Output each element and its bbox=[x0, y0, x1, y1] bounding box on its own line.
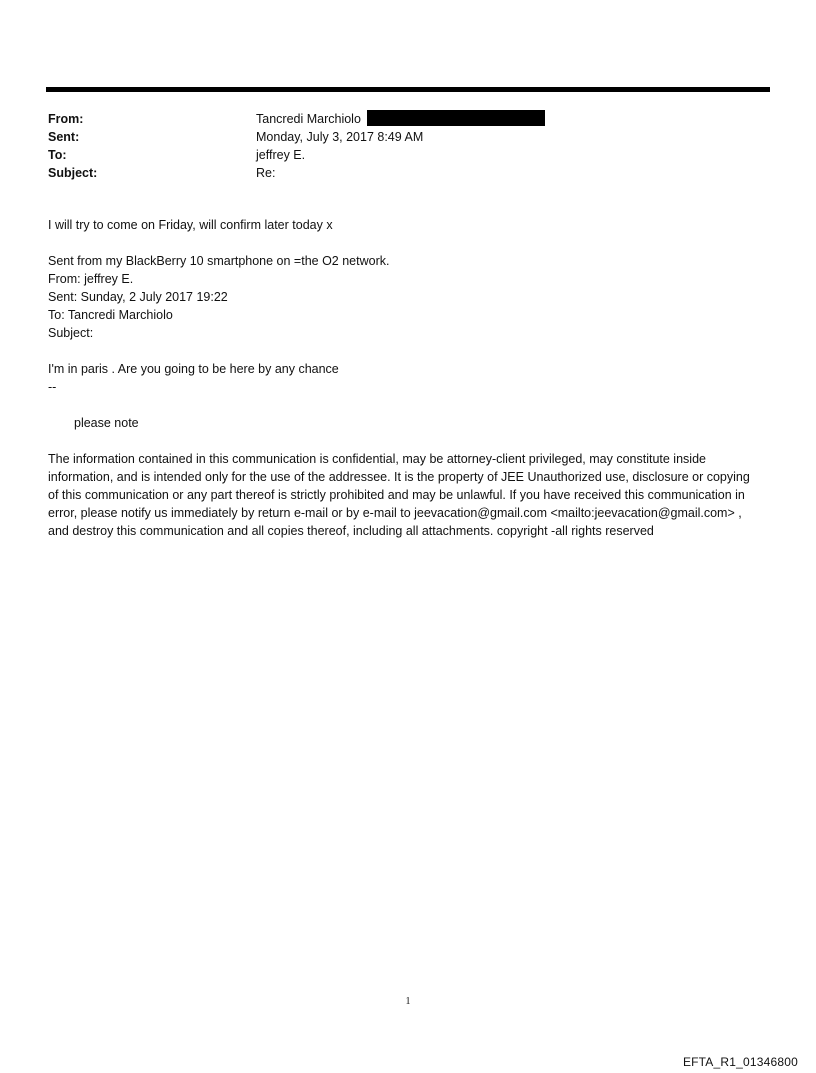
to-value: jeffrey E. bbox=[256, 148, 306, 162]
sent-value: Monday, July 3, 2017 8:49 AM bbox=[256, 130, 424, 144]
subject-row bbox=[48, 164, 748, 182]
sent-label: Sent: bbox=[48, 130, 80, 144]
quoted-subject: Subject: bbox=[48, 326, 94, 340]
separator: -- bbox=[48, 380, 57, 394]
sent-row bbox=[48, 128, 748, 146]
quoted-sent: Sent: Sunday, 2 July 2017 19:22 bbox=[48, 290, 228, 304]
header-rule bbox=[46, 87, 770, 92]
document-id: EFTA_R1_01346800 bbox=[682, 1055, 798, 1069]
please-note: please note bbox=[74, 416, 139, 430]
from-row bbox=[48, 110, 748, 128]
quoted-to: To: Tancredi Marchiolo bbox=[48, 308, 173, 322]
disclaimer: The information contained in this communication is confidential, may be attorney-client privileged, may constitute inside information, and is intended only for the use of the addressee. It is the property of JEE Unauthorized use, disclosure or copying of this communication or any part thereof is strictly prohibited and may be unlawful. If you have received this communication in error, please notify us immediately by return e-mail or by e-mail to jeevacation@gmail.com <mailto:jeevacation@gmail.com> , and destroy this communication and all copies thereof, including all attachments. copyright -all rights reserved bbox=[48, 452, 750, 538]
from-label: From: bbox=[48, 112, 84, 126]
quoted-from: From: jeffrey E. bbox=[48, 272, 134, 286]
quoted-message: I'm in paris . Are you going to be here by any chance bbox=[48, 362, 339, 376]
email-body bbox=[48, 216, 768, 540]
reply-text: I will try to come on Friday, will confirm later today x bbox=[48, 218, 333, 232]
from-value bbox=[256, 110, 545, 128]
to-label: To: bbox=[48, 148, 67, 162]
to-row bbox=[48, 146, 748, 164]
subject-value: Re: bbox=[256, 166, 276, 180]
page-number: 1 bbox=[405, 996, 411, 1007]
signature: Sent from my BlackBerry 10 smartphone on =the O2 network. bbox=[48, 254, 390, 268]
redaction-block bbox=[367, 110, 545, 126]
from-name: Tancredi Marchiolo bbox=[256, 112, 361, 126]
subject-label: Subject: bbox=[48, 166, 98, 180]
email-header bbox=[48, 110, 748, 182]
